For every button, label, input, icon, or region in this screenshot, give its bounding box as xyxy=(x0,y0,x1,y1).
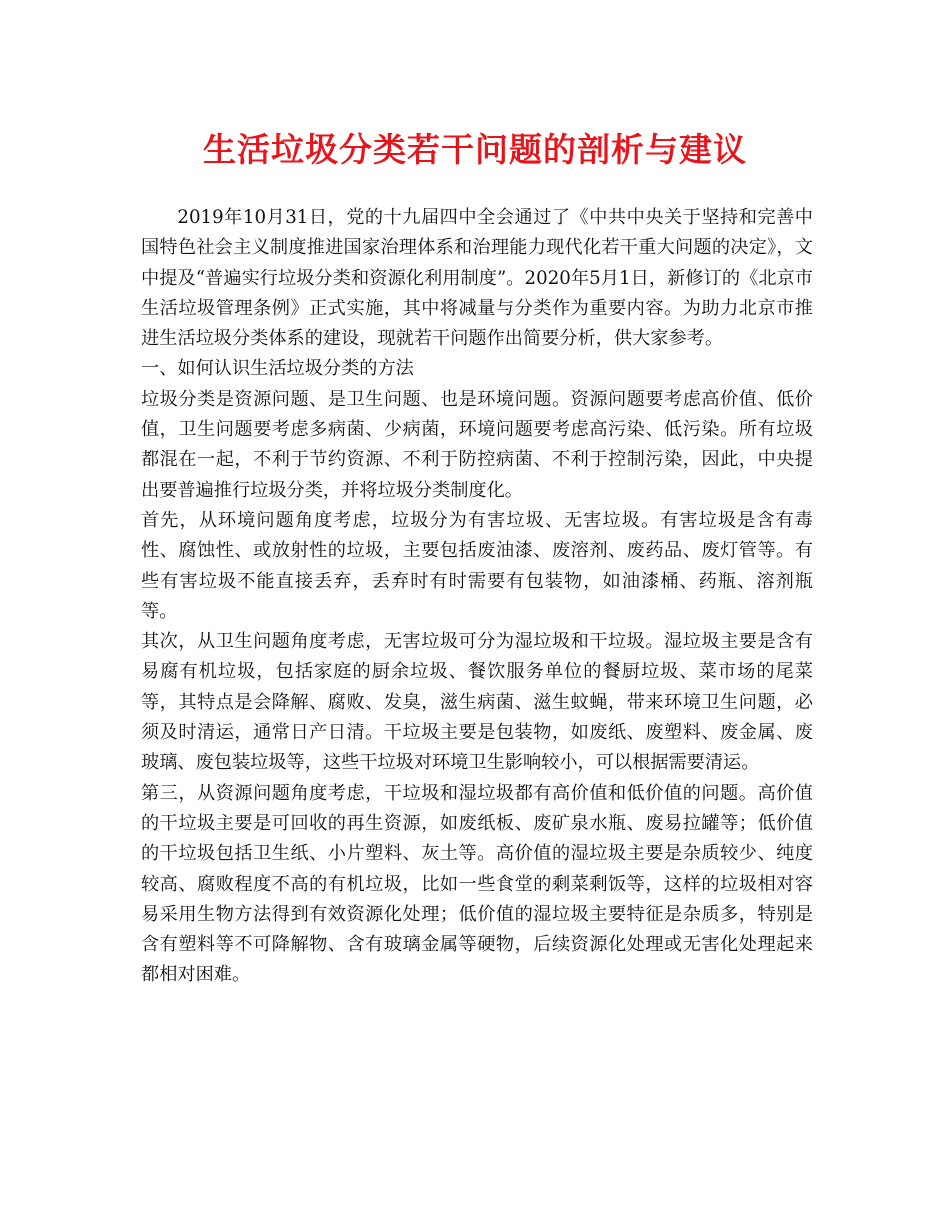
document-body xyxy=(141,203,813,991)
document-title: 生活垃圾分类若干问题的剖析与建议 xyxy=(203,130,747,169)
body-paragraph: 第三，从资源问题角度考虑，干垃圾和湿垃圾都有高价值和低价值的问题。高价值的干垃圾主要是可回收的再生资源，如废纸板、废矿泉水瓶、废易拉罐等；低价值的干垃圾包括卫生纸、小片塑料、灰土等。高价值的湿垃圾主要是杂质较少、纯度较高、腐败程度不高的有机垃圾，比如一些食堂的剩菜剩饭等，这样的垃圾相对容易采用生物方法得到有效资源化处理；低价值的湿垃圾主要特征是杂质多，特别是含有塑料等不可降解物、含有玻璃金属等硬物，后续资源化处理或无害化处理起来都相对困难。 xyxy=(141,782,813,986)
intro-paragraph: 2019年10月31日，党的十九届四中全会通过了《中共中央关于坚持和完善中国特色社会主义制度推进国家治理体系和治理能力现代化若干重大问题的决定》，文中提及“普遍实行垃圾分类和资源化利用制度”。2020年5月1日，新修订的《北京市生活垃圾管理条例》正式实施，其中将减量与分类作为重要内容。为助力北京市推进生活垃圾分类体系的建设，现就若干问题作出简要分析，供大家参考。 xyxy=(141,207,813,350)
body-paragraph: 首先，从环境问题角度考虑，垃圾分为有害垃圾、无害垃圾。有害垃圾是含有毒性、腐蚀性、或放射性的垃圾，主要包括废油漆、废溶剂、废药品、废灯管等。有些有害垃圾不能直接丢弃，丢弃时有时需要有包装物，如油漆桶、药瓶、溶剂瓶等。 xyxy=(141,509,813,622)
body-paragraph: 垃圾分类是资源问题、是卫生问题、也是环境问题。资源问题要考虑高价值、低价值，卫生问题要考虑多病菌、少病菌，环境问题要考虑高污染、低污染。所有垃圾都混在一起，不利于节约资源、不利于防控病菌、不利于控制污染，因此，中央提出要普遍推行垃圾分类，并将垃圾分类制度化。 xyxy=(141,388,813,501)
body-paragraph: 其次，从卫生问题角度考虑，无害垃圾可分为湿垃圾和干垃圾。湿垃圾主要是含有易腐有机垃圾，包括家庭的厨余垃圾、餐饮服务单位的餐厨垃圾、菜市场的尾菜等，其特点是会降解、腐败、发臭，滋生病菌、滋生蚊蝇，带来环境卫生问题，必须及时清运，通常日产日清。干垃圾主要是包装物，如废纸、废塑料、废金属、废玻璃、废包装垃圾等，这些干垃圾对环境卫生影响较小，可以根据需要清运。 xyxy=(141,631,813,774)
section-heading: 一、如何认识生活垃圾分类的方法 xyxy=(141,358,414,380)
